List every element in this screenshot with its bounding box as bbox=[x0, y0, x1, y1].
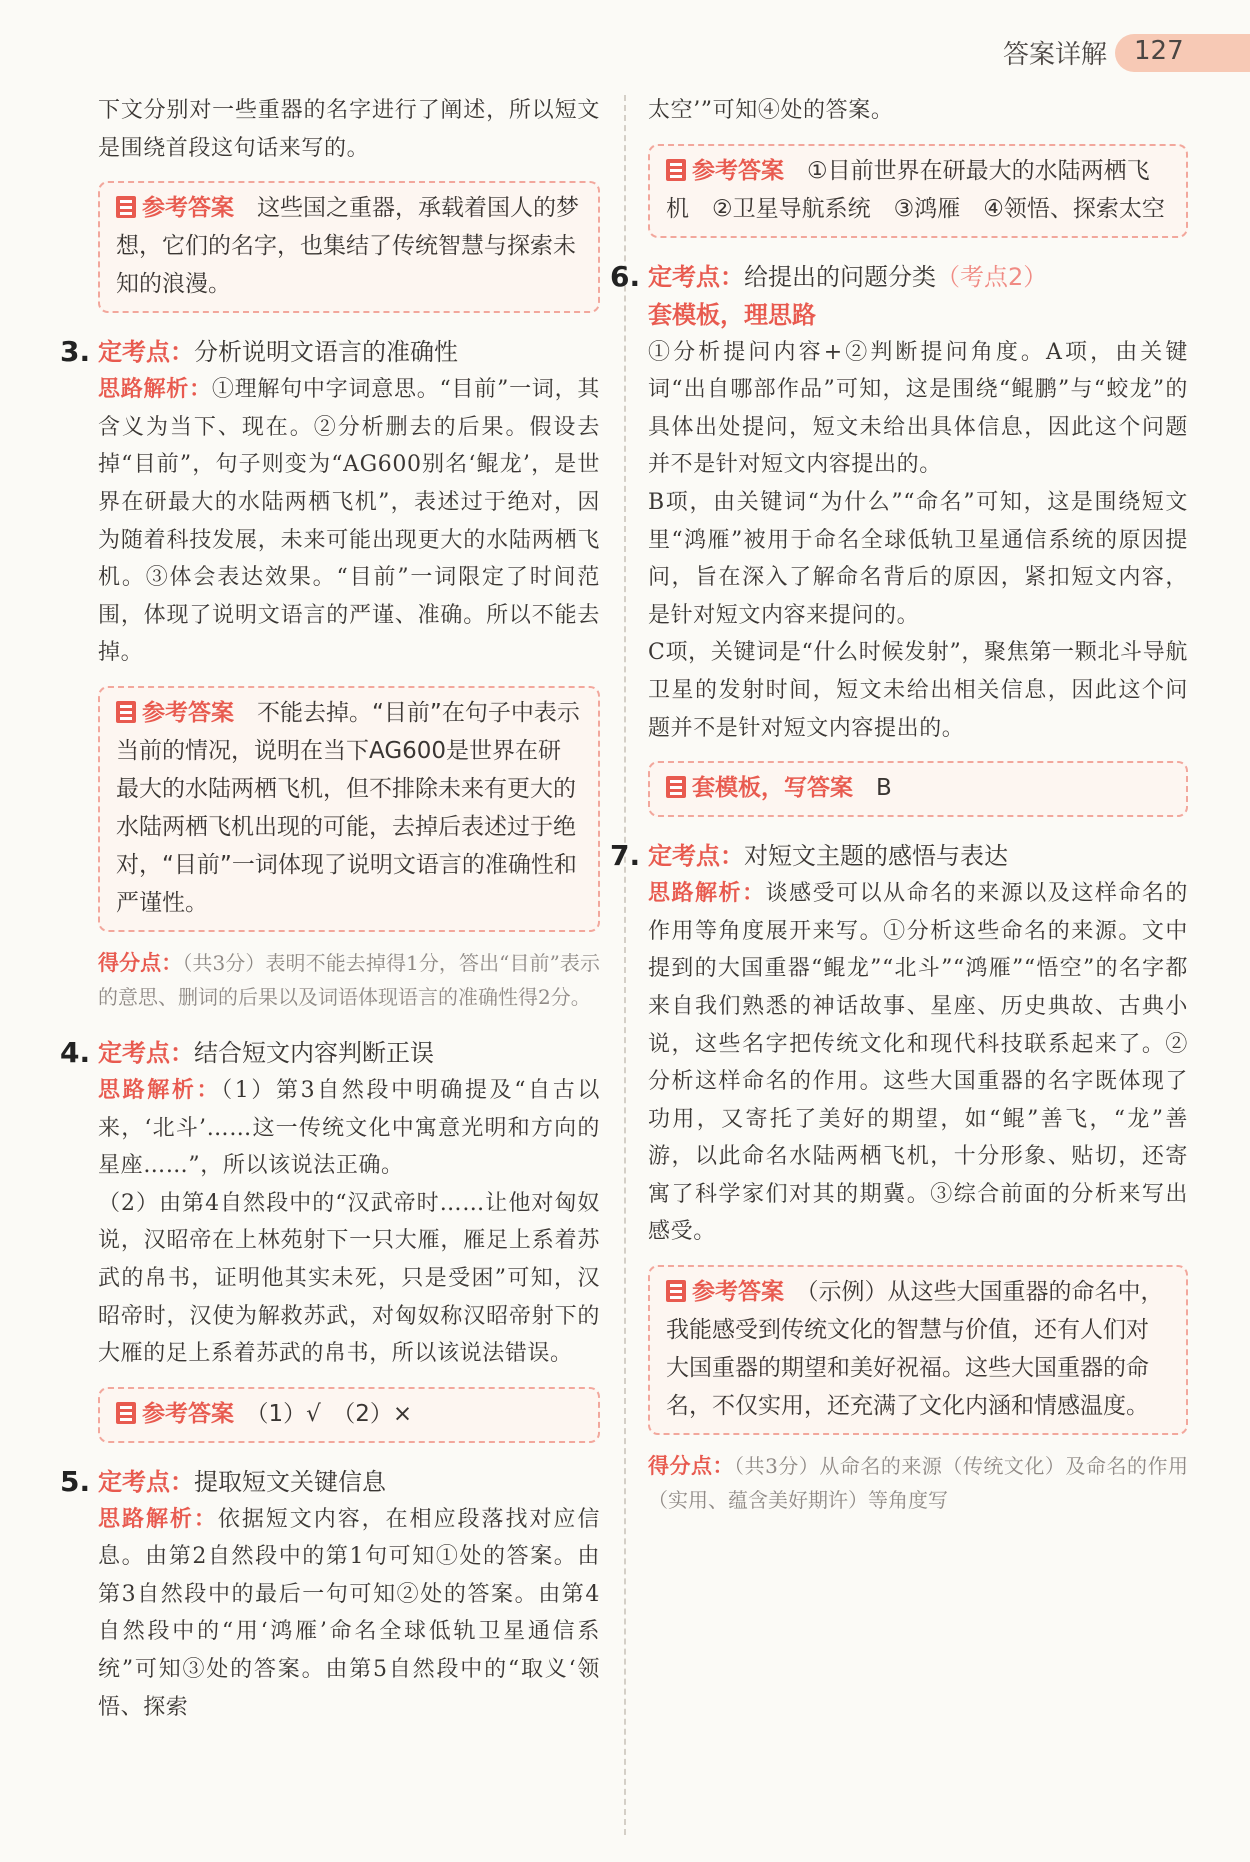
answer-box-q5 bbox=[648, 144, 1188, 238]
q6-p1: ①分析提问内容+②判断提问角度。A项，由关键词“出自哪部作品”可知，这是围绕“鲲鹏”与“蛟龙”的具体出处提问，短文未给出具体信息，因此这个问题并不是针对短文内容提出的。 bbox=[648, 339, 1188, 478]
kp-label: 定考点： bbox=[98, 1038, 194, 1067]
q3-analysis-text: ①理解句中字词意思。“目前”一词，其含义为当下、现在。②分析删去的后果。假设去掉“目前”，句子则变为“AG600别名‘鲲龙’，是世界在研最大的水陆两栖飞机”，表述过于绝对，因为随着科技发展，未来可能出现更大的水陆两栖飞机。③体会表达效果。“目前”一词限定了时间范围，体现了说明文语言的严谨、准确。所以不能去掉。 bbox=[98, 377, 600, 666]
q5-answer-text: ①目前世界在研最大的水陆两栖飞机 ②卫星导航系统 ③鸿雁 ④领悟、探索太空 bbox=[666, 157, 1165, 222]
answer-icon bbox=[666, 776, 686, 798]
q3-heading bbox=[60, 333, 600, 371]
analysis-label: 思路解析： bbox=[98, 377, 212, 403]
q4-number: 4. bbox=[60, 1035, 91, 1069]
q3-answer-text: 不能去掉。“目前”在句子中表示当前的情况，说明在当下AG600是世界在研最大的水陆两栖飞机，但不排除未来有更大的水陆两栖飞机出现的可能，去掉后表述过于绝对，“目前”一词体现了说明文语言的准确性和严谨性。 bbox=[116, 699, 580, 916]
question-4 bbox=[60, 1034, 600, 1443]
answer-label: 参考答案 bbox=[692, 1279, 784, 1306]
q3-number: 3. bbox=[60, 335, 91, 369]
q3-score bbox=[60, 946, 600, 1014]
kp-label: 定考点： bbox=[98, 1467, 194, 1496]
q7-analysis-text: 谈感受可以从命名的来源以及这样命名的作用等角度展开来写。①分析这些命名的来源。文中提到的大国重器“鲲龙”“北斗”“鸿雁”“悟空”的名字都来自我们熟悉的神话故事、星座、历史典故、古典小说，这些名字把传统文化和现代科技联系起来了。②分析这样命名的作用。这些大国重器的名字既体现了功用，又寄托了美好的期望，如“鲲”善飞，“龙”善游，以此命名水陆两栖飞机，十分形象、贴切，还寄寓了科学家们对其的期冀。③综合前面的分析来写出感受。 bbox=[648, 881, 1188, 1245]
q5-analysis-text: 依据短文内容，在相应段落找对应信息。由第2自然段中的第1句可知①处的答案。由第3自然段中的最后一句可知②处的答案。由第4自然段中的“用‘鸿雁’命名全球低轨卫星通信系统”可知③处的答案。由第5自然段中的“取义‘领悟、探索 bbox=[98, 1506, 600, 1720]
right-column bbox=[610, 92, 1188, 1517]
score-label: 得分点： bbox=[98, 950, 183, 975]
header-label: 答案详解 bbox=[1003, 40, 1108, 70]
q6-p2: B项，由关键词“为什么”“命名”可知，这是围绕短文里“鸿雁”被用于命名全球低轨卫星通信系统的原因提问，旨在深入了解命名背后的原因，紧扣短文内容，是针对短文内容来提问的。 bbox=[648, 489, 1188, 628]
kp-label: 定考点： bbox=[648, 262, 744, 291]
q3-kp: 分析说明文语言的准确性 bbox=[194, 338, 458, 367]
q5-number: 5. bbox=[60, 1464, 91, 1498]
score-label: 得分点： bbox=[648, 1454, 735, 1479]
answer-label: 参考答案 bbox=[142, 195, 234, 222]
q7-analysis bbox=[610, 875, 1188, 1251]
q6-kp: 给提出的问题分类 bbox=[744, 262, 936, 291]
q6-answer-text: B bbox=[876, 775, 892, 802]
q3-analysis bbox=[60, 371, 600, 672]
left-column bbox=[60, 92, 600, 1726]
answer-text: 这些国之重器，承载着国人的梦想，它们的名字，也集结了传统智慧与探索未知的浪漫。 bbox=[116, 195, 579, 298]
q6-kp-tag: （考点2） bbox=[936, 262, 1048, 291]
answer-box-q7 bbox=[648, 1265, 1188, 1435]
analysis-label: 思路解析： bbox=[98, 1506, 218, 1532]
q4-analysis-1 bbox=[60, 1072, 600, 1185]
answer-box-q3 bbox=[98, 686, 600, 932]
q6-heading bbox=[610, 258, 1188, 296]
question-7 bbox=[610, 837, 1188, 1517]
answer-label: 套模板，写答案 bbox=[692, 775, 853, 802]
answer-icon bbox=[116, 701, 136, 723]
q6-p3: C项，关键词是“什么时候发射”，聚焦第一颗北斗导航卫星的发射时间，短文未给出相关信息，因此这个问题并不是针对短文内容提出的。 bbox=[648, 640, 1188, 741]
answer-box-q4 bbox=[98, 1387, 600, 1443]
q7-number: 7. bbox=[610, 839, 641, 873]
answer-icon bbox=[116, 196, 136, 218]
q4-analysis-2: （2）由第4自然段中的“汉武帝时……让他对匈奴说，汉昭帝在上林苑射下一只大雁，雁足上系着苏武的帛书，证明他其实未死，只是受困”可知，汉昭帝时，汉使为解救苏武，对匈奴称汉昭帝射下的大雁的足上系着苏武的帛书，所以该说法错误。 bbox=[98, 1190, 600, 1367]
analysis-label: 思路解析： bbox=[648, 881, 766, 907]
question-5 bbox=[60, 1463, 600, 1727]
q6-number: 6. bbox=[610, 259, 641, 293]
q4-analysis-1-text: （1）第3自然段中明确提及“自古以来，‘北斗’……这一传统文化中寓意光明和方向的星座……”，所以该说法正确。 bbox=[98, 1077, 600, 1179]
q4-answer-text: （1）√ （2）× bbox=[257, 1400, 413, 1427]
q4-heading bbox=[60, 1034, 600, 1072]
answer-box-q6 bbox=[648, 761, 1188, 817]
answer-label: 参考答案 bbox=[142, 699, 234, 726]
kp-label: 定考点： bbox=[648, 842, 744, 871]
q3-score-text: （共3分）表明不能去掉得1分，答出“目前”表示的意思、删词的后果以及词语体现语言的准确性得2分。 bbox=[98, 950, 600, 1009]
answer-label: 参考答案 bbox=[692, 157, 784, 184]
q5-heading bbox=[60, 1463, 600, 1501]
question-3 bbox=[60, 333, 600, 1014]
q5-analysis bbox=[60, 1501, 600, 1727]
answer-icon bbox=[116, 1402, 136, 1424]
analysis-label: 思路解析： bbox=[98, 1077, 222, 1103]
answer-icon bbox=[666, 159, 686, 181]
q7-score-text: （共3分）从命名的来源（传统文化）及命名的作用（实用、蕴含美好期许）等角度写 bbox=[648, 1454, 1188, 1513]
q7-kp: 对短文主题的感悟与表达 bbox=[744, 842, 1008, 871]
answer-icon bbox=[666, 1280, 686, 1302]
q6-template-label: 套模板，理思路 bbox=[648, 300, 816, 329]
q7-answer-text: （示例）从这些大国重器的命名中，我能感受到传统文化的智慧与价值，还有人们对大国重器的期望和美好祝福。这些大国重器的命名，不仅实用，还充满了文化内涵和情感温度。 bbox=[666, 1279, 1164, 1420]
question-6 bbox=[610, 258, 1188, 818]
q7-score bbox=[610, 1449, 1188, 1517]
kp-label: 定考点： bbox=[98, 338, 194, 367]
answer-label: 参考答案 bbox=[142, 1400, 234, 1427]
page-number: 127 bbox=[1134, 36, 1184, 66]
intro-text: 下文分别对一些重器的名字进行了阐述，所以短文是围绕首段这句话来写的。 bbox=[98, 98, 600, 161]
q4-kp: 结合短文内容判断正误 bbox=[194, 1038, 434, 1067]
q5-kp: 提取短文关键信息 bbox=[194, 1467, 386, 1496]
q5-continuation: 太空’”可知④处的答案。 bbox=[648, 98, 894, 123]
q7-heading bbox=[610, 837, 1188, 875]
answer-box-q2 bbox=[98, 181, 600, 313]
